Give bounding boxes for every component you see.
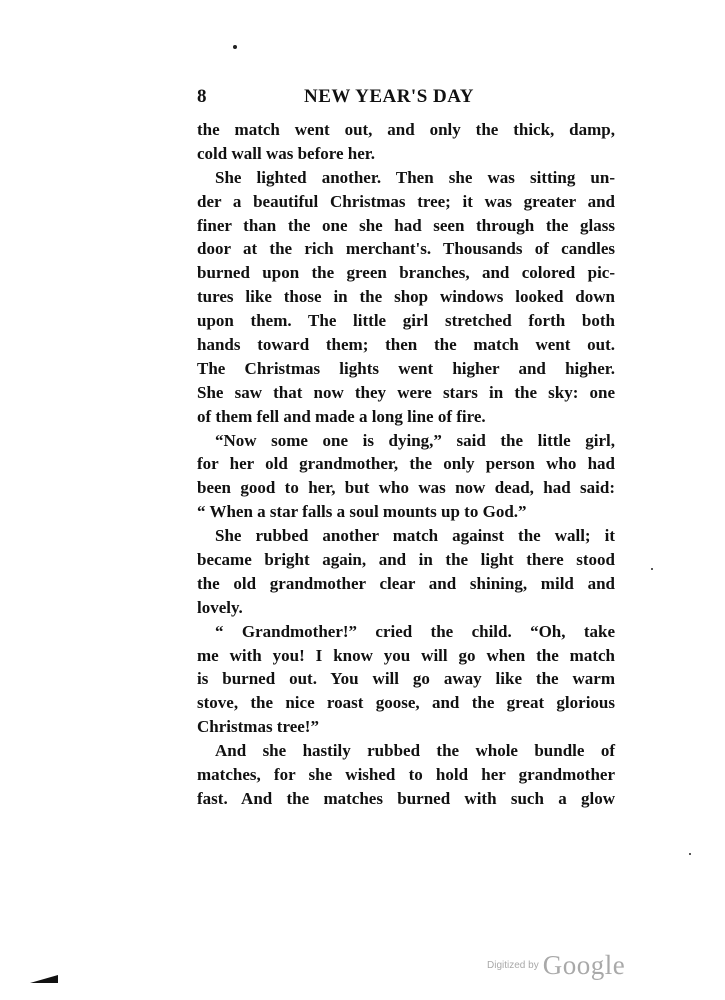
text-line: She saw that now they were stars in the sky: one xyxy=(197,382,615,402)
text-line: tures like those in the shop windows looked down xyxy=(197,287,615,307)
text-line: “Now some one is dying,” said the little girl, xyxy=(215,430,615,450)
scan-corner-mark xyxy=(30,975,58,983)
ink-speck xyxy=(233,45,237,49)
ink-speck xyxy=(651,568,653,570)
page-number: 8 xyxy=(197,86,207,107)
body-text xyxy=(197,118,615,811)
text-line: hands toward them; then the match went out. xyxy=(197,335,615,355)
text-line: the old grandmother clear and shining, mild and xyxy=(197,573,615,593)
text-line: finer than the one she had seen through the glass xyxy=(197,215,615,235)
running-head: NEW YEAR'S DAY xyxy=(304,86,474,107)
watermark-brand: Google xyxy=(542,950,626,980)
watermark-prefix: Digitized by xyxy=(487,960,539,971)
text-line: been good to her, but who was now dead, had said: xyxy=(197,478,615,498)
text-line: of them fell and made a long line of fire. xyxy=(197,406,486,426)
text-line: the match went out, and only the thick, damp, xyxy=(197,120,615,139)
text-line: “ Grandmother!” cried the child. “Oh, take xyxy=(215,621,615,641)
text-line: lovely. xyxy=(197,597,243,617)
text-line: She rubbed another match against the wall; it xyxy=(215,526,615,546)
text-line: She lighted another. Then she was sitting un- xyxy=(215,167,615,187)
text-line: door at the rich merchant's. Thousands of candles xyxy=(197,239,615,259)
text-line: stove, the nice roast goose, and the great glorious xyxy=(197,693,615,713)
ink-speck xyxy=(689,853,691,855)
text-line: burned upon the green branches, and colored pic- xyxy=(197,263,615,283)
text-line: And she hastily rubbed the whole bundle of xyxy=(215,741,615,761)
text-line: der a beautiful Christmas tree; it was greater and xyxy=(197,191,615,211)
text-line: Christmas tree!” xyxy=(197,717,319,737)
text-line: for her old grandmother, the only person who had xyxy=(197,454,615,474)
text-line: matches, for she wished to hold her grandmother xyxy=(197,765,615,785)
text-line: is burned out. You will go away like the warm xyxy=(197,669,615,689)
text-line: me with you! I know you will go when the match xyxy=(197,645,615,665)
text-line: upon them. The little girl stretched forth both xyxy=(197,311,615,331)
digitized-by-google-watermark xyxy=(487,950,625,980)
text-line: cold wall was before her. xyxy=(197,143,376,163)
page-header xyxy=(197,81,615,113)
text-line: The Christmas lights went higher and higher. xyxy=(197,358,615,378)
text-line: fast. And the matches burned with such a glow xyxy=(197,788,615,808)
text-line: became bright again, and in the light there stood xyxy=(197,550,615,570)
text-line: “ When a star falls a soul mounts up to God.” xyxy=(197,502,527,522)
